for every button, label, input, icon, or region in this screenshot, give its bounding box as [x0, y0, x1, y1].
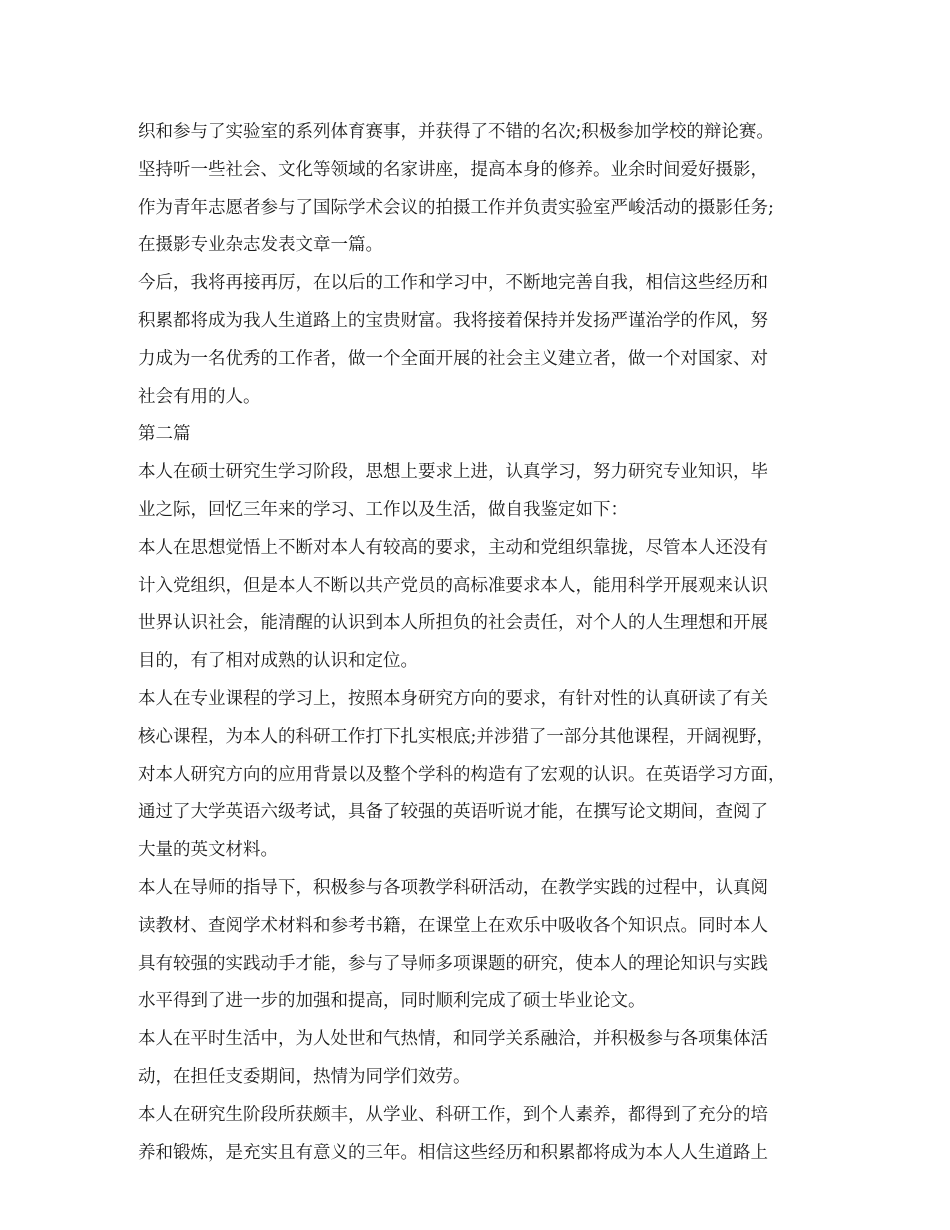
text-line: 目的，有了相对成熟的认识和定位。	[138, 651, 418, 672]
text-line: 通过了大学英语六级考试，具备了较强的英语听说才能，在撰写论文期间，查阅了	[138, 802, 768, 823]
text-line: 积累都将成为我人生道路上的宝贵财富。我将接着保持并发扬严谨治学的作风，努	[138, 310, 768, 331]
text-line: 大量的英文材料。	[138, 840, 278, 861]
text-line: 织和参与了实验室的系列体育赛事，并获得了不错的名次;积极参加学校的辩论赛。	[138, 122, 774, 142]
text-line: 作为青年志愿者参与了国际学术会议的拍摄工作并负责实验室严峻活动的摄影任务;	[138, 197, 774, 218]
text-line: 计入党组织，但是本人不断以共产党员的高标准要求本人，能用科学开展观来认识	[138, 575, 768, 596]
text-line: 世界认识社会，能清醒的认识到本人所担负的社会责任，对个人的人生理想和开展	[138, 613, 768, 634]
text-line: 今后，我将再接再厉，在以后的工作和学习中，不断地完善自我，相信这些经历和	[138, 273, 768, 294]
text-line: 力成为一名优秀的工作者，做一个全面开展的社会主义建立者，做一个对国家、对	[138, 348, 768, 369]
text-line: 对本人研究方向的应用背景以及整个学科的构造有了宏观的认识。在英语学习方面，	[138, 764, 786, 785]
text-line: 本人在平时生活中，为人处世和气热情，和同学关系融洽，并积极参与各项集体活	[138, 1029, 768, 1050]
document-body	[138, 114, 828, 1172]
text-line: 社会有用的人。	[138, 386, 261, 407]
text-line: 本人在研究生阶段所获颇丰，从学业、科研工作，到个人素养，都得到了充分的培	[138, 1104, 768, 1125]
text-line: 养和锻炼，是充实且有意义的三年。相信这些经历和积累都将成为本人人生道路上	[138, 1142, 768, 1163]
text-line: 本人在硕士研究生学习阶段，思想上要求上进，认真学习，努力研究专业知识，毕	[138, 462, 768, 483]
text-line: 本人在专业课程的学习上，按照本身研究方向的要求，有针对性的认真研读了有关	[138, 688, 768, 709]
text-line: 具有较强的实践动手才能，参与了导师多项课题的研究，使本人的理论知识与实践	[138, 953, 768, 974]
text-line: 业之际，回忆三年来的学习、工作以及生活，做自我鉴定如下：	[138, 499, 628, 520]
text-line: 水平得到了进一步的加强和提高，同时顺利完成了硕士毕业论文。	[138, 991, 646, 1012]
text-line: 在摄影专业杂志发表文章一篇。	[138, 235, 383, 256]
text-line: 核心课程，为本人的科研工作打下扎实根底;并涉猎了一部分其他课程，开阔视野，	[138, 726, 774, 747]
text-line: 读教材、查阅学术材料和参考书籍，在课堂上在欢乐中吸收各个知识点。同时本人	[138, 915, 768, 936]
section-heading: 第二篇	[138, 424, 191, 445]
text-line: 动，在担任支委期间，热情为同学们效劳。	[138, 1066, 471, 1087]
text-line: 本人在思想觉悟上不断对本人有较高的要求，主动和党组织靠拢，尽管本人还没有	[138, 537, 768, 558]
text-line: 坚持听一些社会、文化等领域的名家讲座，提高本身的修养。业余时间爱好摄影，	[138, 159, 768, 180]
text-line: 本人在导师的指导下，积极参与各项教学科研活动，在教学实践的过程中，认真阅	[138, 877, 768, 898]
